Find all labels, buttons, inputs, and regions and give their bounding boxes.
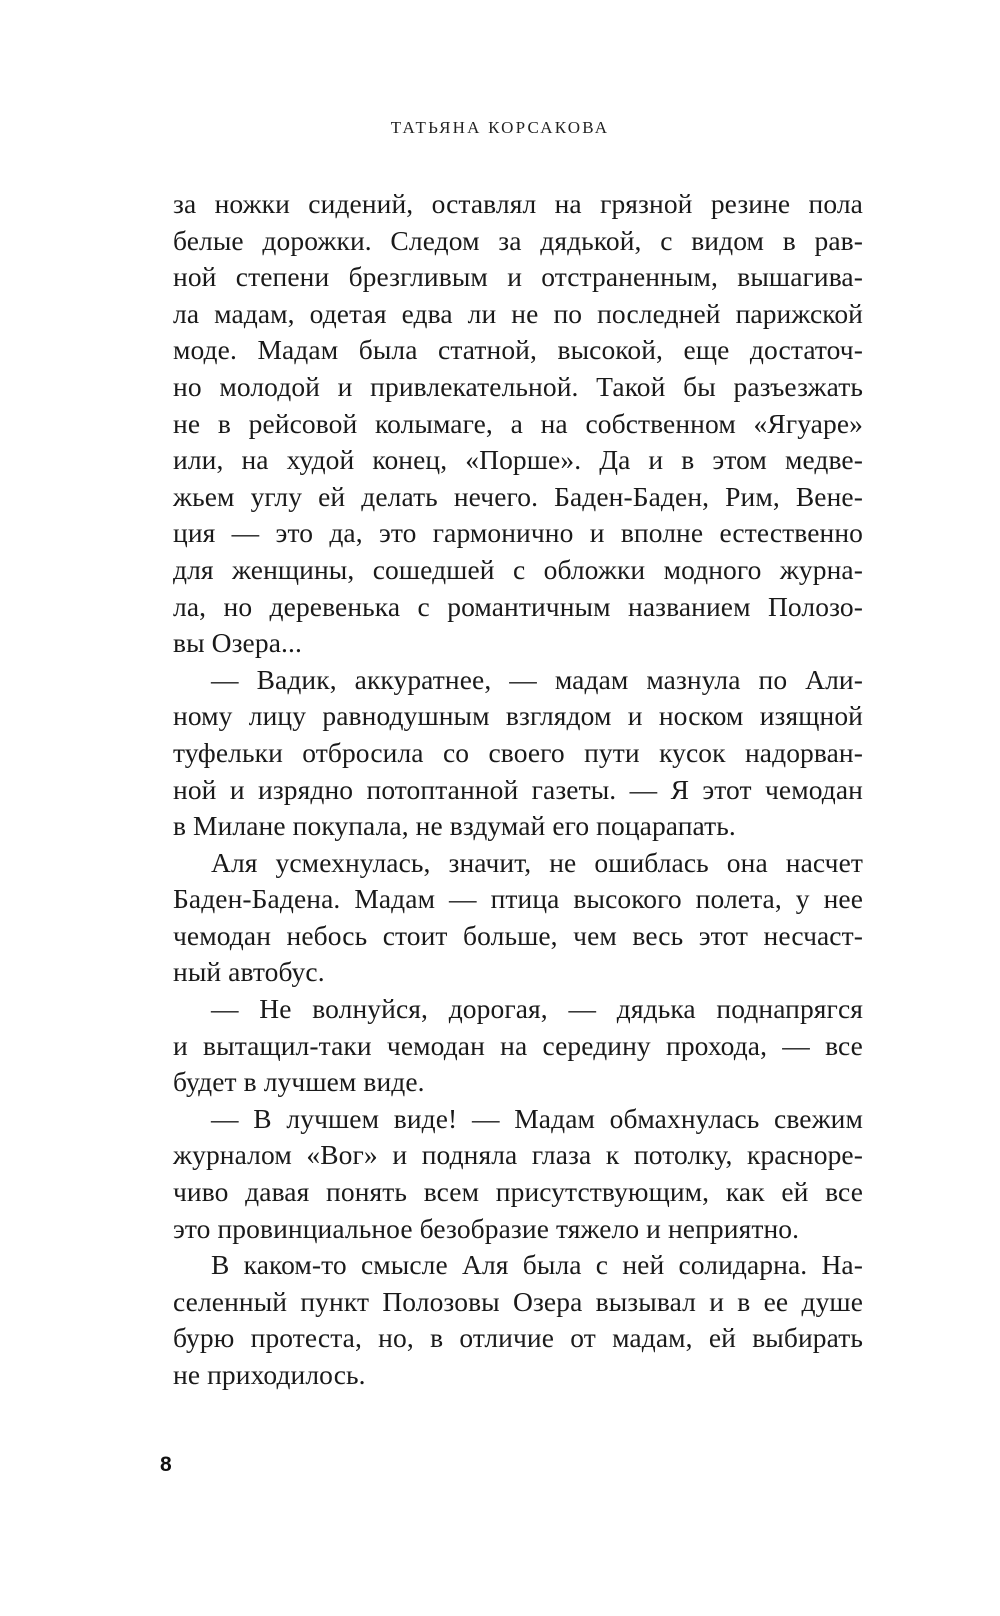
text-line: для женщины, сошедшей с обложки модного журна- bbox=[173, 553, 863, 585]
text-line: в Милане покупала, не вздумай его поцарапать. bbox=[173, 810, 736, 842]
running-head-author: ТАТЬЯНА КОРСАКОВА bbox=[390, 118, 610, 137]
text-line: ный автобус. bbox=[173, 956, 325, 988]
text-line: туфельки отбросила со своего пути кусок надорван- bbox=[173, 736, 863, 768]
text-line: чиво давая понять всем присутствующим, как ей все bbox=[173, 1176, 863, 1208]
page-number: 8 bbox=[160, 1453, 172, 1476]
text-line: вы Озера... bbox=[173, 627, 302, 659]
body-text bbox=[173, 186, 863, 1394]
text-line: не в рейсовой колымаге, а на собственном «Ягуаре» bbox=[173, 407, 863, 439]
text-line: ла, но деревенька с романтичным названием Полозо- bbox=[173, 590, 863, 622]
text-line: жьем углу ей делать нечего. Баден-Баден, Рим, Вене- bbox=[173, 480, 863, 512]
text-line: не приходилось. bbox=[173, 1359, 366, 1390]
text-line: бурю протеста, но, в отличие от мадам, ей выбирать bbox=[173, 1322, 863, 1354]
text-line: за ножки сидений, оставлял на грязной резине пола bbox=[173, 188, 863, 219]
text-line: — Вадик, аккуратнее, — мадам мазнула по Али- bbox=[211, 663, 863, 695]
text-line: будет в лучшем виде. bbox=[173, 1066, 425, 1098]
text-line: ной и изрядно потоптанной газеты. — Я этот чемодан bbox=[173, 773, 863, 805]
text-line: это провинциальное безобразие тяжело и неприятно. bbox=[173, 1212, 800, 1244]
text-line: белые дорожки. Следом за дядькой, с видом в рав- bbox=[173, 224, 863, 256]
text-line: Баден-Бадена. Мадам — птица высокого полета, у нее bbox=[173, 883, 863, 915]
text-line: или, на худой конец, «Порше». Да и в этом медве- bbox=[173, 444, 863, 476]
text-line: журналом «Вог» и подняла глаза к потолку, красноре- bbox=[173, 1139, 863, 1171]
text-line: ному лицу равнодушным взглядом и носком изящной bbox=[173, 700, 863, 732]
text-line: — В лучшем виде! — Мадам обмахнулась свежим bbox=[211, 1102, 863, 1134]
text-line: ла мадам, одетая едва ли не по последней парижской bbox=[173, 297, 863, 329]
text-line: В каком-то смысле Аля была с ней солидарна. На- bbox=[211, 1249, 863, 1281]
text-line: ной степени брезгливым и отстраненным, вышагива- bbox=[173, 261, 863, 293]
text-line: селенный пункт Полозовы Озера вызывал и в ее душе bbox=[173, 1285, 863, 1317]
text-line: моде. Мадам была статной, высокой, еще достаточ- bbox=[173, 334, 863, 366]
text-line: и вытащил-таки чемодан на середину прохода, — все bbox=[173, 1029, 863, 1061]
text-line: — Не волнуйся, дорогая, — дядька поднапрягся bbox=[211, 993, 863, 1025]
text-line: Аля усмехнулась, значит, не ошиблась она насчет bbox=[211, 846, 863, 878]
text-line: ция — это да, это гармонично и вполне естественно bbox=[173, 517, 863, 549]
text-line: чемодан небось стоит больше, чем весь этот несчаст- bbox=[173, 919, 863, 951]
text-line: но молодой и привлекательной. Такой бы разъезжать bbox=[173, 370, 863, 402]
